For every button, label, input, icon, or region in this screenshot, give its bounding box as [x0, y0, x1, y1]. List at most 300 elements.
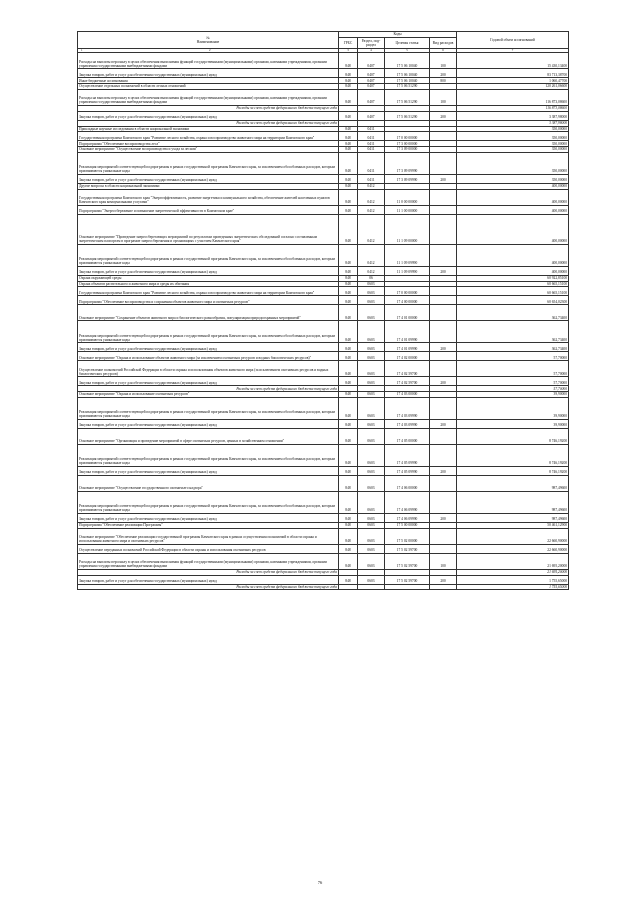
row-type-cell — [430, 214, 457, 244]
table-row — [78, 491, 569, 513]
row-section-cell: 0407 — [358, 84, 385, 90]
table-row — [78, 343, 569, 352]
table-row — [78, 575, 569, 584]
row-amount-cell: 21 695,20000 — [457, 553, 569, 569]
row-grbs-cell: 848 — [339, 491, 358, 513]
row-section-cell: 0603 — [358, 392, 385, 398]
row-grbs-cell: 848 — [339, 53, 358, 69]
row-section-cell: 0603 — [358, 419, 385, 428]
row-type-cell — [430, 287, 457, 296]
row-grbs-cell: 848 — [339, 428, 358, 444]
row-name-cell: Государственная программа Камчатского края "Энергоэффективность, развитие энергетики и коммунального хозяйства, обеспечение жителей населенных пунктов Камчатского края коммунальными услугами" — [78, 189, 339, 205]
row-name-cell: Реализация мероприятий соответствующей подпрограммы в рамках государственной программы Камчатского края, за исключением обособленных расходов, которым присваиваются уникальные коды — [78, 444, 339, 466]
row-type-cell: 100 — [430, 553, 457, 569]
column-number-cell: 5 — [385, 48, 430, 53]
row-target-cell: 17 5 06 10040 — [385, 53, 430, 69]
table-row — [78, 553, 569, 569]
table-row — [78, 69, 569, 78]
row-name-cell: Основное мероприятие "Осуществление воспроизводства и ухода за лесами" — [78, 147, 339, 153]
row-section-cell: 0603 — [358, 287, 385, 296]
row-amount-cell: 57,70000 — [457, 386, 569, 392]
row-name-cell: Основное мероприятие "Сохранение объектов животного мира и биологического разнообразия, популяризация природоохранных мероприятий" — [78, 305, 339, 321]
row-grbs-cell: 848 — [339, 78, 358, 84]
row-amount-cell: 1 060,47700 — [457, 78, 569, 84]
row-grbs-cell: 848 — [339, 84, 358, 90]
row-grbs-cell: 848 — [339, 111, 358, 120]
row-target-cell: 17 5 06 51290 — [385, 84, 430, 90]
row-type-cell — [430, 491, 457, 513]
row-target-cell: 17 3 09 09990 — [385, 152, 430, 174]
row-target-cell: 11 1 09 09990 — [385, 244, 430, 266]
row-target-cell: 17 4 02 59700 — [385, 361, 430, 377]
row-grbs-cell: 848 — [339, 544, 358, 553]
row-name-cell: Реализация мероприятий соответствующей подпрограммы в рамках государственной программы Камчатского края, за исключением обособленных расходов, которым присваиваются уникальные коды — [78, 397, 339, 419]
row-name-cell: Подпрограмма "Обеспечение воспроизводства леса" — [78, 141, 339, 147]
row-type-cell: 200 — [430, 69, 457, 78]
row-amount-cell: 350,00000 — [457, 152, 569, 174]
row-name-cell: Подпрограмма "Обеспечение воспроизводства и сохранения объектов животного мира и охотничьих ресурсов" — [78, 296, 339, 305]
row-amount-cell: 3 387,98000 — [457, 120, 569, 126]
row-name-cell: Реализация мероприятий соответствующей подпрограммы в рамках государственной программы Камчатского края, за исключением обособленных расходов, которым присваиваются уникальные коды — [78, 152, 339, 174]
row-grbs-cell: 848 — [339, 275, 358, 281]
budget-table-container — [77, 31, 568, 590]
header-type: Вид расходов — [430, 37, 457, 48]
row-name-cell: Основное мероприятие "Охрана и использование охотничьих ресурсов" — [78, 392, 339, 398]
table-row — [78, 214, 569, 244]
row-amount-cell: 83 713,38700 — [457, 69, 569, 78]
row-type-cell: 100 — [430, 53, 457, 69]
row-section-cell: 0603 — [358, 352, 385, 361]
row-section-cell: 0412 — [358, 244, 385, 266]
table-row — [78, 205, 569, 214]
row-target-cell: 17 5 00 00000 — [385, 522, 430, 528]
table-row — [78, 528, 569, 544]
row-target-cell: 17 4 05 09990 — [385, 444, 430, 466]
row-section-cell: 0603 — [358, 428, 385, 444]
row-name-cell: Расходы на выплаты персоналу в целях обеспечения выполнения функций государственными (муниципальными) органами, казенными учреждениями, органами управления государственными внебюджетными фондами — [78, 553, 339, 569]
table-row — [78, 266, 569, 275]
row-section-cell: 0603 — [358, 321, 385, 343]
row-type-cell: 800 — [430, 78, 457, 84]
row-type-cell — [430, 428, 457, 444]
row-target-cell: 17 4 06 00000 — [385, 475, 430, 491]
row-name-cell: Основное мероприятие "Обеспечение реализации государственной программы Камчатского края в рамках осуществления полномочий в области охраны и использования животного мира и охотничьих ресурсов" — [78, 528, 339, 544]
page-number: 76 — [317, 880, 323, 885]
row-target-cell: 17 5 02 59700 — [385, 544, 430, 553]
row-target-cell: 17 4 03 00000 — [385, 392, 430, 398]
row-section-cell: 0412 — [358, 214, 385, 244]
row-type-cell — [430, 152, 457, 174]
table-row — [78, 466, 569, 475]
row-grbs-cell: 848 — [339, 553, 358, 569]
row-grbs-cell: 848 — [339, 466, 358, 475]
row-section-cell: 0603 — [358, 444, 385, 466]
table-row — [78, 132, 569, 141]
row-target-cell: 17 4 06 09990 — [385, 513, 430, 522]
row-grbs-cell: 848 — [339, 377, 358, 386]
row-type-cell: 200 — [430, 174, 457, 183]
row-name-cell: Закупка товаров, работ и услуг для обеспечения государственных (муниципальных) нужд — [78, 513, 339, 522]
row-type-cell: 200 — [430, 419, 457, 428]
row-amount-cell: 21 695,20000 — [457, 569, 569, 575]
row-grbs-cell: 848 — [339, 513, 358, 522]
row-amount-cell: 1 755,65000 — [457, 584, 569, 590]
row-amount-cell: 987,49600 — [457, 475, 569, 491]
row-target-cell: 17 4 05 00000 — [385, 428, 430, 444]
row-section-cell: 0411 — [358, 126, 385, 132]
row-amount-cell: 350,00000 — [457, 147, 569, 153]
row-name-cell: Основное мероприятие "Охрана и использование объектов животного мира (за исключением охотничьих ресурсов и водных биологических ресурсов)" — [78, 352, 339, 361]
row-type-cell — [430, 361, 457, 377]
row-target-cell: 17 5 02 59700 — [385, 553, 430, 569]
row-type-cell: 100 — [430, 89, 457, 105]
row-amount-cell: 400,00000 — [457, 189, 569, 205]
row-amount-cell: 350,00000 — [457, 174, 569, 183]
header-name: № Наименование — [78, 32, 339, 49]
row-amount-cell: 350,00000 — [457, 126, 569, 132]
row-target-cell: 17 5 06 51290 — [385, 89, 430, 105]
row-type-cell — [430, 352, 457, 361]
row-grbs-cell: 848 — [339, 266, 358, 275]
row-section-cell: 0412 — [358, 189, 385, 205]
row-grbs-cell: 848 — [339, 392, 358, 398]
row-section-cell: 0603 — [358, 475, 385, 491]
row-name-cell: Охрана окружающей среды — [78, 275, 339, 281]
row-name-cell: Основное мероприятие "Проведение энергосберегающих мероприятий по результатам проведенных энергетических обследований согласно составленным энергетическим паспортам в программе энергосбережения и организациях с участием Камчатского края" — [78, 214, 339, 244]
column-number-cell: 7 — [457, 48, 569, 53]
row-type-cell — [430, 475, 457, 491]
row-amount-cell: 350,00000 — [457, 141, 569, 147]
row-type-cell — [430, 544, 457, 553]
row-section-cell: 0412 — [358, 266, 385, 275]
budget-rows — [78, 53, 569, 590]
table-row — [78, 544, 569, 553]
row-grbs-cell: 848 — [339, 147, 358, 153]
row-amount-cell: 39,90000 — [457, 397, 569, 419]
row-grbs-cell: 848 — [339, 361, 358, 377]
row-name-cell: Расходы за счет средств федерального бюджета текущего года — [78, 120, 339, 126]
row-amount-cell: 1 755,65000 — [457, 575, 569, 584]
row-name-cell: Расходы за счет средств федерального бюджета текущего года — [78, 386, 339, 392]
row-name-cell: Другие вопросы в области национальной экономики — [78, 183, 339, 189]
row-section-cell: 0603 — [358, 377, 385, 386]
row-name-cell: Расходы за счет средств федерального бюджета текущего года — [78, 584, 339, 590]
row-amount-cell: 15 430,13400 — [457, 53, 569, 69]
table-row — [78, 111, 569, 120]
column-number-cell: 4 — [358, 48, 385, 53]
row-target-cell — [385, 584, 430, 590]
row-name-cell: Осуществление полномочий Российской Федерации в области охраны и использования объектов животного мира (за исключением охотничьих ресурсов и водных биологических ресурсов) — [78, 361, 339, 377]
row-amount-cell: 400,00000 — [457, 214, 569, 244]
header-target: Целевая статья — [385, 37, 430, 48]
column-number-cell: 3 — [339, 48, 358, 53]
row-grbs-cell: 848 — [339, 244, 358, 266]
row-section-cell: 0603 — [358, 491, 385, 513]
table-row — [78, 419, 569, 428]
row-target-cell: 17 3 09 00000 — [385, 147, 430, 153]
row-type-cell: 200 — [430, 377, 457, 386]
header-num: № — [206, 35, 210, 40]
row-name-cell: Закупка товаров, работ и услуг для обеспечения государственных (муниципальных) нужд — [78, 377, 339, 386]
row-section-cell: 0603 — [358, 397, 385, 419]
row-amount-cell: 362,73400 — [457, 343, 569, 352]
row-target-cell: 17 3 00 00000 — [385, 141, 430, 147]
row-grbs-cell: 848 — [339, 528, 358, 544]
row-section-cell: 06 — [358, 275, 385, 281]
table-row — [78, 152, 569, 174]
table-row — [78, 305, 569, 321]
row-target-cell: 17 4 06 09990 — [385, 491, 430, 513]
header-amount: Годовой объем ассигнований — [457, 32, 569, 49]
row-section-cell — [358, 584, 385, 590]
row-target-cell: 17 5 06 51290 — [385, 111, 430, 120]
budget-table — [77, 31, 569, 590]
row-target-cell: 17 5 06 10040 — [385, 69, 430, 78]
row-target-cell: 11 0 00 00000 — [385, 189, 430, 205]
row-type-cell — [430, 305, 457, 321]
table-row — [78, 174, 569, 183]
table-row — [78, 428, 569, 444]
table-row — [78, 53, 569, 69]
row-section-cell: 0411 — [358, 174, 385, 183]
row-amount-cell: 116 873,08600 — [457, 89, 569, 105]
row-amount-cell: 57,70000 — [457, 352, 569, 361]
row-name-cell: Государственная программа Камчатского края "Развитие лесного хозяйства, охрана и воспроизводство животного мира на территории Камчатского края" — [78, 132, 339, 141]
row-type-cell: 200 — [430, 111, 457, 120]
row-amount-cell: 8 746,19200 — [457, 444, 569, 466]
row-target-cell: 17 5 02 00000 — [385, 528, 430, 544]
row-name-cell: Основное мероприятие "Осуществление государственного охотничьего надзора" — [78, 475, 339, 491]
row-name-cell: Закупка товаров, работ и услуг для обеспечения государственных (муниципальных) нужд — [78, 111, 339, 120]
table-row — [78, 513, 569, 522]
row-target-cell: 17 4 02 00000 — [385, 352, 430, 361]
row-grbs-cell: 848 — [339, 343, 358, 352]
row-grbs-cell: 848 — [339, 132, 358, 141]
row-type-cell: 200 — [430, 343, 457, 352]
row-name-cell: Охрана объектов растительного и животного мира и среды их обитания — [78, 281, 339, 287]
table-row — [78, 89, 569, 105]
row-amount-cell: 60 654,02300 — [457, 296, 569, 305]
row-name-cell: Осуществление переданных полномочий Российской Федерации в области охраны и использования охотничьих ресурсов — [78, 544, 339, 553]
row-grbs-cell: 848 — [339, 352, 358, 361]
row-target-cell: 11 1 09 09990 — [385, 266, 430, 275]
header-codes: Коды — [339, 32, 457, 38]
row-type-cell — [430, 321, 457, 343]
row-grbs-cell: 848 — [339, 89, 358, 105]
row-type-cell — [430, 528, 457, 544]
table-row — [78, 397, 569, 419]
row-amount-cell: 400,00000 — [457, 266, 569, 275]
table-row — [78, 244, 569, 266]
row-name-cell: Закупка товаров, работ и услуг для обеспечения государственных (муниципальных) нужд — [78, 174, 339, 183]
row-section-cell: 0407 — [358, 78, 385, 84]
row-name-cell: Реализация мероприятий соответствующей подпрограммы в рамках государственной программы Камчатского края, за исключением обособленных расходов, которым присваиваются уникальные коды — [78, 491, 339, 513]
table-row — [78, 352, 569, 361]
row-amount-cell: 22 660,90000 — [457, 544, 569, 553]
row-amount-cell: 400,00000 — [457, 183, 569, 189]
row-type-cell — [430, 132, 457, 141]
row-section-cell: 0603 — [358, 575, 385, 584]
row-section-cell: 0407 — [358, 89, 385, 105]
row-name-cell: Расходы на выплаты персоналу в целях обеспечения выполнения функций государственными (муниципальными) органами, казенными учреждениями, органами управления государственными внебюджетными фондами — [78, 53, 339, 69]
row-name-cell: Государственная программа Камчатского края "Развитие лесного хозяйства, охрана и воспроизводство животного мира на территории Камчатского края" — [78, 287, 339, 296]
row-grbs-cell: 848 — [339, 296, 358, 305]
row-target-cell: 17 0 00 00000 — [385, 132, 430, 141]
table-row — [78, 444, 569, 466]
row-grbs-cell: 848 — [339, 522, 358, 528]
row-section-cell: 0603 — [358, 544, 385, 553]
row-name-cell: Расходы за счет средств федерального бюджета текущего года — [78, 569, 339, 575]
row-target-cell: 17 0 00 00000 — [385, 287, 430, 296]
row-type-cell: 200 — [430, 466, 457, 475]
row-grbs-cell: 848 — [339, 174, 358, 183]
row-target-cell: 17 5 02 59700 — [385, 575, 430, 584]
row-amount-cell: 116 873,08600 — [457, 105, 569, 111]
row-name-cell: Подпрограмма "Обеспечение реализации Программы" — [78, 522, 339, 528]
row-grbs-cell: 848 — [339, 321, 358, 343]
table-row — [78, 584, 569, 590]
row-target-cell: 17 4 03 09990 — [385, 419, 430, 428]
row-grbs-cell: 848 — [339, 189, 358, 205]
row-target-cell: 17 4 05 09990 — [385, 466, 430, 475]
row-grbs-cell: 848 — [339, 305, 358, 321]
row-target-cell: 17 4 00 00000 — [385, 296, 430, 305]
row-amount-cell: 120 261,06600 — [457, 84, 569, 90]
row-grbs-cell: 848 — [339, 205, 358, 214]
row-type-cell — [430, 205, 457, 214]
row-grbs-cell: 848 — [339, 287, 358, 296]
row-name-cell: Закупка товаров, работ и услуг для обеспечения государственных (муниципальных) нужд — [78, 419, 339, 428]
row-amount-cell: 362,73400 — [457, 321, 569, 343]
row-amount-cell: 8 746,19200 — [457, 428, 569, 444]
row-target-cell: 17 3 09 09990 — [385, 174, 430, 183]
row-name-cell: Закупка товаров, работ и услуг для обеспечения государственных (муниципальных) нужд — [78, 575, 339, 584]
row-name-cell: Расходы на выплаты персоналу в целях обеспечения выполнения функций государственными (муниципальными) органами, казенными учреждениями, органами управления государственными внебюджетными фондами — [78, 89, 339, 105]
column-number-cell: 1 2 — [78, 48, 339, 53]
row-section-cell: 0603 — [358, 281, 385, 287]
row-grbs-cell: 848 — [339, 397, 358, 419]
row-amount-cell: 350,00000 — [457, 132, 569, 141]
row-amount-cell: 400,00000 — [457, 244, 569, 266]
row-name-cell: Закупка товаров, работ и услуг для обеспечения государственных (муниципальных) нужд — [78, 69, 339, 78]
row-amount-cell: 8 746,19200 — [457, 466, 569, 475]
row-amount-cell: 57,70000 — [457, 361, 569, 377]
row-grbs-cell: 848 — [339, 152, 358, 174]
row-section-cell: 0411 — [358, 141, 385, 147]
row-name-cell: Закупка товаров, работ и услуг для обеспечения государственных (муниципальных) нужд — [78, 343, 339, 352]
row-target-cell: 17 4 03 09990 — [385, 397, 430, 419]
row-grbs-cell: 848 — [339, 69, 358, 78]
table-row — [78, 189, 569, 205]
row-section-cell: 0412 — [358, 183, 385, 189]
row-name-cell: Основное мероприятие "Организация и проведение мероприятий в сфере охотничьих ресурсов, ценных в хозяйственном отношении" — [78, 428, 339, 444]
row-target-cell: 11 1 09 00000 — [385, 214, 430, 244]
row-grbs-cell — [339, 584, 358, 590]
row-target-cell: 17 4 01 09990 — [385, 343, 430, 352]
row-grbs-cell: 848 — [339, 444, 358, 466]
row-grbs-cell: 848 — [339, 214, 358, 244]
row-section-cell: 0411 — [358, 132, 385, 141]
row-section-cell: 0603 — [358, 513, 385, 522]
row-target-cell: 11 1 00 00000 — [385, 205, 430, 214]
row-target-cell: 17 5 06 10040 — [385, 78, 430, 84]
row-section-cell: 0412 — [358, 205, 385, 214]
row-type-cell — [430, 397, 457, 419]
row-section-cell: 0411 — [358, 147, 385, 153]
row-section-cell: 0603 — [358, 553, 385, 569]
row-type-cell — [430, 296, 457, 305]
header-grbs: ГРБС — [339, 37, 358, 48]
row-amount-cell: 57,70000 — [457, 377, 569, 386]
row-amount-cell: 400,00000 — [457, 205, 569, 214]
row-type-cell: 200 — [430, 575, 457, 584]
table-row — [78, 287, 569, 296]
row-section-cell: 0603 — [358, 361, 385, 377]
row-amount-cell: 60 665,15100 — [457, 287, 569, 296]
row-section-cell: 0603 — [358, 305, 385, 321]
table-row — [78, 475, 569, 491]
row-type-cell — [430, 584, 457, 590]
row-name-cell: Реализация мероприятий соответствующей подпрограммы в рамках государственной программы Камчатского края, за исключением обособленных расходов, которым присваиваются уникальные коды — [78, 321, 339, 343]
row-amount-cell: 987,49600 — [457, 513, 569, 522]
row-name-cell: Подпрограмма "Энергосбережение и повышение энергетической эффективности в Камчатском крае" — [78, 205, 339, 214]
table-row — [78, 321, 569, 343]
row-type-cell — [430, 244, 457, 266]
row-amount-cell: 3 387,98000 — [457, 111, 569, 120]
row-amount-cell: 987,49600 — [457, 491, 569, 513]
row-grbs-cell: 848 — [339, 575, 358, 584]
table-row — [78, 377, 569, 386]
row-amount-cell: 50 461,12900 — [457, 522, 569, 528]
row-name-cell: Реализация мероприятий соответствующей подпрограммы в рамках государственной программы Камчатского края, за исключением обособленных расходов, которым присваиваются уникальные коды — [78, 244, 339, 266]
row-grbs-cell: 848 — [339, 126, 358, 132]
row-type-cell — [430, 444, 457, 466]
row-name-cell: Осуществление отдельных полномочий в области лесных отношений — [78, 84, 339, 90]
row-amount-cell: 362,73400 — [457, 305, 569, 321]
row-type-cell — [430, 189, 457, 205]
row-amount-cell: 22 660,90000 — [457, 528, 569, 544]
row-grbs-cell: 848 — [339, 419, 358, 428]
row-type-cell: 200 — [430, 266, 457, 275]
table-row — [78, 296, 569, 305]
row-section-cell: 0407 — [358, 111, 385, 120]
header-section: Раздел, под- раздел — [358, 37, 385, 48]
table-row — [78, 361, 569, 377]
row-grbs-cell: 848 — [339, 475, 358, 491]
row-name-cell: Прикладные научные исследования в области национальной экономики — [78, 126, 339, 132]
row-section-cell: 0603 — [358, 296, 385, 305]
row-amount-cell: 60 665,15100 — [457, 281, 569, 287]
row-grbs-cell: 848 — [339, 183, 358, 189]
row-target-cell: 17 4 01 09990 — [385, 321, 430, 343]
row-grbs-cell: 848 — [339, 141, 358, 147]
row-amount-cell: 39,90000 — [457, 392, 569, 398]
row-section-cell: 0603 — [358, 343, 385, 352]
row-section-cell: 0603 — [358, 522, 385, 528]
row-grbs-cell: 848 — [339, 281, 358, 287]
row-section-cell: 0411 — [358, 152, 385, 174]
row-section-cell: 0407 — [358, 69, 385, 78]
row-amount-cell: 39,90000 — [457, 419, 569, 428]
column-number-cell: 6 — [430, 48, 457, 53]
row-name-cell: Иные бюджетные ассигнования — [78, 78, 339, 84]
row-type-cell: 200 — [430, 513, 457, 522]
row-target-cell: 17 4 01 00000 — [385, 305, 430, 321]
row-section-cell: 0603 — [358, 528, 385, 544]
row-amount-cell: 60 922,85100 — [457, 275, 569, 281]
row-section-cell: 0407 — [358, 53, 385, 69]
row-name-cell: Расходы за счет средств федерального бюджета текущего года — [78, 105, 339, 111]
